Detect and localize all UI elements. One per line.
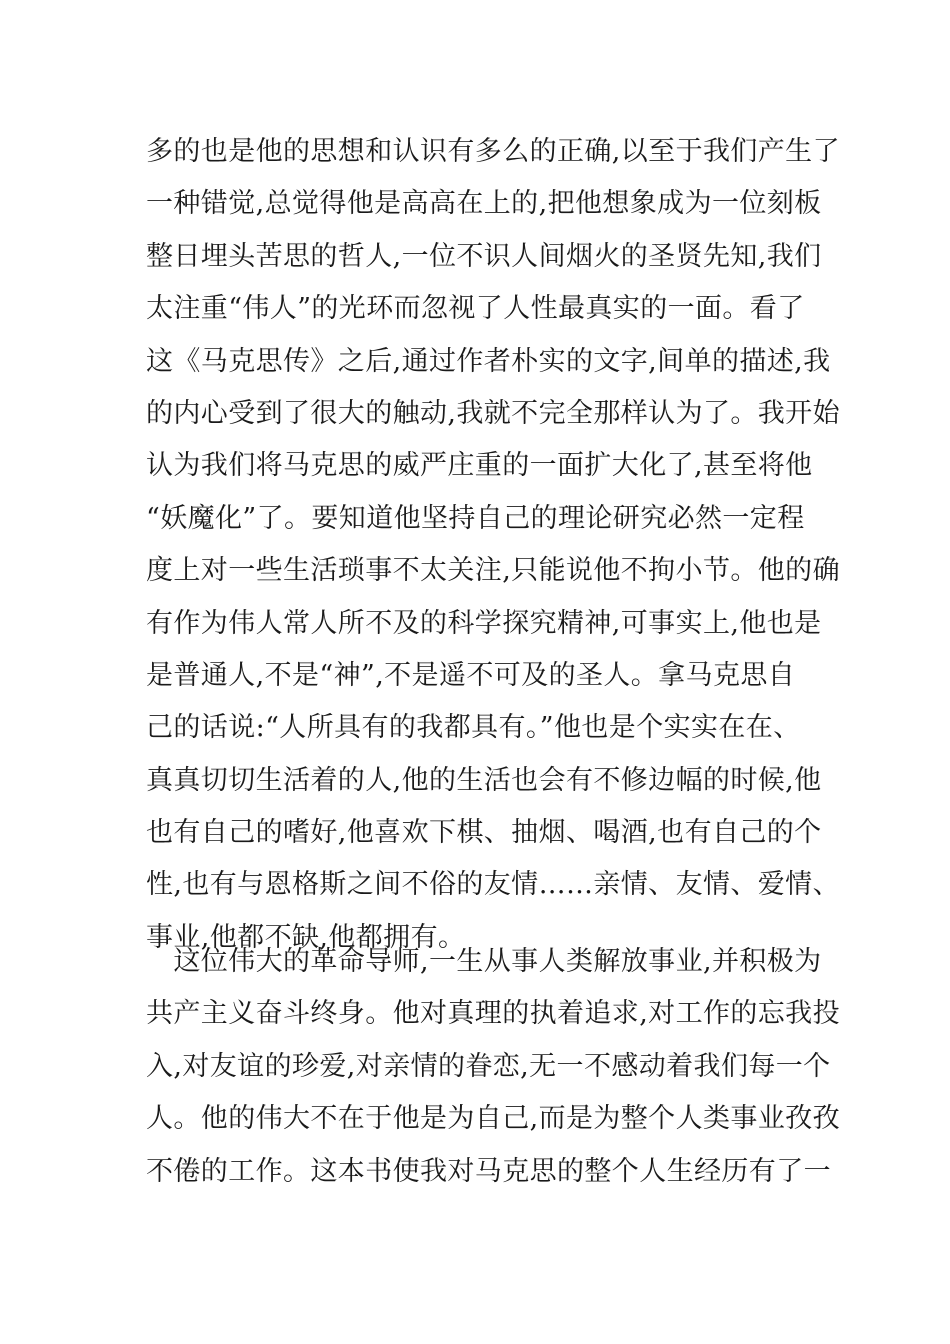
text-line: 太注重“伟人”的光环而忽视了人性最真实的一面。看了 [146, 293, 805, 325]
text-line: 这位伟大的革命导师,一生从事人类解放事业,并积极为 [146, 946, 822, 977]
text-line: 整日埋头苦思的哲人,一位不识人间烟火的圣贤先知,我们 [146, 240, 822, 272]
text-line: “妖魔化”了。要知道他坚持自己的理论研究必然一定程 [146, 502, 805, 534]
text-line: 不倦的工作。这本书使我对马克思的整个人生经历有了一 [146, 1155, 831, 1187]
text-line: 度上对一些生活琐事不太关注,只能说他不拘小节。他的确 [146, 555, 840, 587]
text-line: 认为我们将马克思的威严庄重的一面扩大化了,甚至将他 [146, 450, 813, 482]
text-line: 有作为伟人常人所不及的科学探究精神,可事实上,他也是 [146, 607, 822, 639]
text-line: 事业,他都不缺,他都拥有。 [146, 921, 466, 953]
text-line: 的内心受到了很大的触动,我就不完全那样认为了。我开始 [146, 397, 840, 429]
text-line: 真真切切生活着的人,他的生活也会有不修边幅的时候,他 [146, 764, 822, 796]
text-line: 性,也有与恩格斯之间不俗的友情……亲情、友情、爱情、 [146, 869, 840, 901]
text-line: 人。他的伟大不在于他是为自己,而是为整个人类事业孜孜 [146, 1103, 840, 1135]
text-line: 是普通人,不是“神”,不是遥不可及的圣人。拿马克思自 [146, 659, 796, 691]
paragraph-1 [146, 126, 840, 964]
text-line: 这《马克思传》之后,通过作者朴实的文字,间单的描述,我 [146, 345, 831, 377]
text-line: 入,对友谊的珍爱,对亲情的眷恋,无一不感动着我们每一个 [146, 1050, 831, 1082]
text-line: 己的话说:“人所具有的我都具有。”他也是个实实在在、 [146, 712, 801, 744]
text-line: 一种错觉,总觉得他是高高在上的,把他想象成为一位刻板 [146, 188, 822, 220]
text-line: 多的也是他的思想和认识有多么的正确,以至于我们产生了 [146, 136, 840, 167]
paragraph-2 [146, 936, 840, 1198]
text-line: 也有自己的嗜好,他喜欢下棋、抽烟、喝酒,也有自己的个 [146, 817, 822, 849]
text-line: 共产主义奋斗终身。他对真理的执着追求,对工作的忘我投 [146, 998, 840, 1030]
